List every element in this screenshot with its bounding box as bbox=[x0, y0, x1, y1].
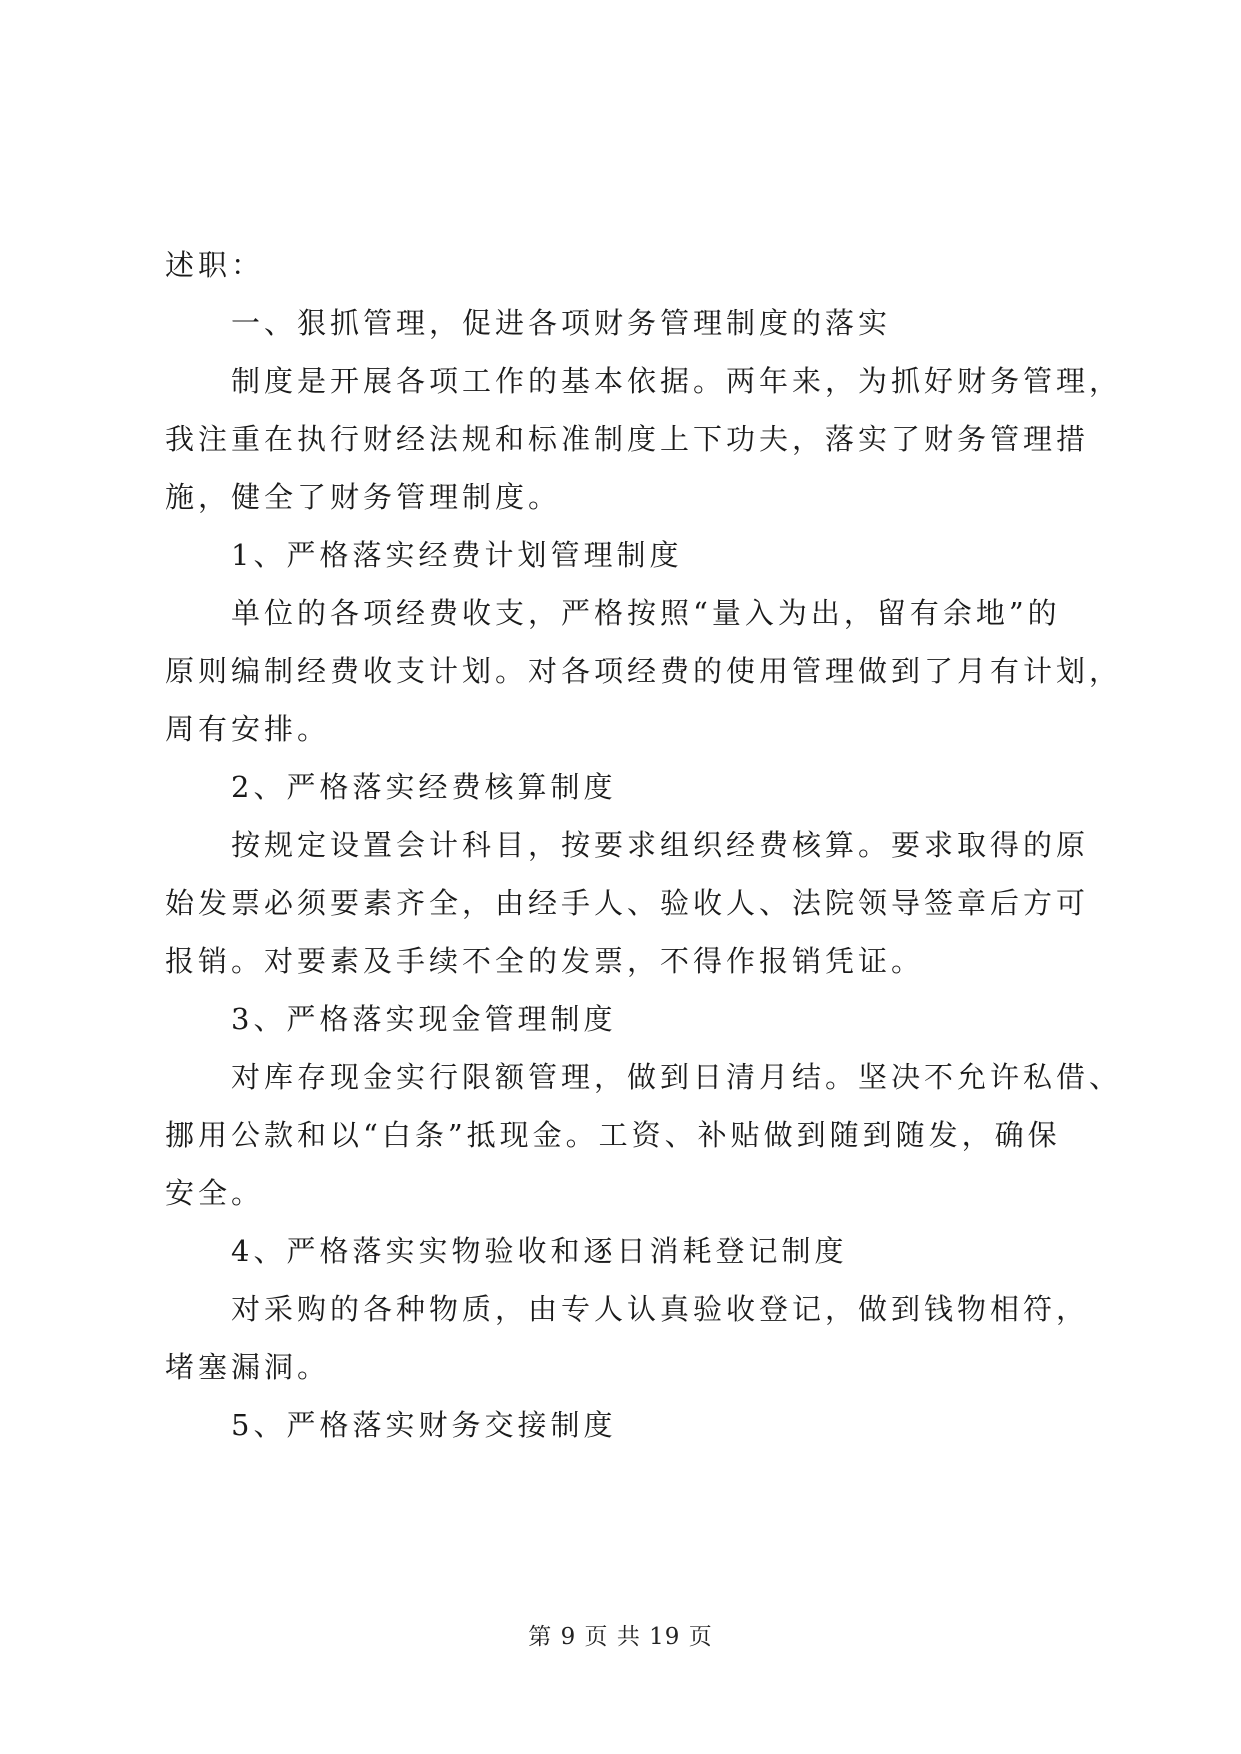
paragraph-line: 对库存现金实行限额管理，做到日清月结。坚决不允许私借、 bbox=[231, 1060, 1123, 1094]
paragraph-line: 安全。 bbox=[165, 1176, 265, 1210]
section-heading: 一、狠抓管理，促进各项财务管理制度的落实 bbox=[231, 306, 892, 340]
paragraph-line: 报销。对要素及手续不全的发票，不得作报销凭证。 bbox=[165, 944, 925, 978]
paragraph-line: 我注重在执行财经法规和标准制度上下功夫，落实了财务管理措 bbox=[165, 422, 1090, 456]
subsection-heading: 2、严格落实经费核算制度 bbox=[231, 770, 617, 804]
paragraph-line: 原则编制经费收支计划。对各项经费的使用管理做到了月有计划， bbox=[165, 654, 1123, 688]
text-line: 述职： bbox=[165, 248, 265, 282]
paragraph-line: 周有安排。 bbox=[165, 712, 331, 746]
paragraph-line: 制度是开展各项工作的基本依据。两年来，为抓好财务管理， bbox=[231, 364, 1123, 398]
paragraph-line: 施，健全了财务管理制度。 bbox=[165, 480, 562, 514]
paragraph-line: 对采购的各种物质，由专人认真验收登记，做到钱物相符， bbox=[231, 1292, 1090, 1326]
paragraph-line: 始发票必须要素齐全，由经手人、验收人、法院领导签章后方可 bbox=[165, 886, 1090, 920]
subsection-heading: 3、严格落实现金管理制度 bbox=[231, 1002, 617, 1036]
subsection-heading: 5、严格落实财务交接制度 bbox=[231, 1408, 617, 1442]
subsection-heading: 1、严格落实经费计划管理制度 bbox=[231, 538, 683, 572]
paragraph-line: 堵塞漏洞。 bbox=[165, 1350, 331, 1384]
paragraph-line: 单位的各项经费收支，严格按照“量入为出，留有余地”的 bbox=[231, 596, 1061, 630]
paragraph-line: 挪用公款和以“白条”抵现金。工资、补贴做到随到随发，确保 bbox=[165, 1118, 1061, 1152]
subsection-heading: 4、严格落实实物验收和逐日消耗登记制度 bbox=[231, 1234, 848, 1268]
paragraph-line: 按规定设置会计科目，按要求组织经费核算。要求取得的原 bbox=[231, 828, 1090, 862]
document-body bbox=[165, 236, 1123, 1454]
page-number-footer: 第 9 页 共 19 页 bbox=[528, 1624, 713, 1650]
